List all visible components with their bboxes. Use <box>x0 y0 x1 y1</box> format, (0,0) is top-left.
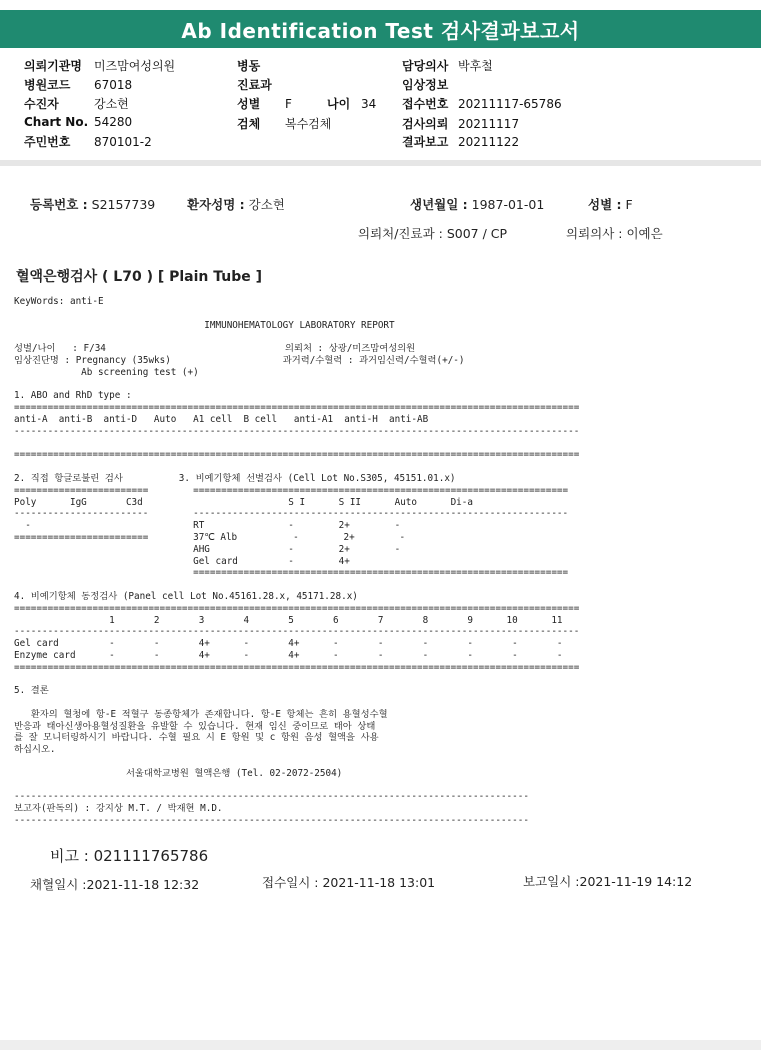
receipt-time: 접수일시 : 2021-11-18 13:01 <box>262 875 436 890</box>
note: 비고 : 021111765786 <box>50 847 209 865</box>
dept-row: 진료과 <box>237 78 272 92</box>
chart-row: Chart No. 54280 <box>24 115 133 129</box>
report-time: 보고일시 :2021-11-19 14:12 <box>523 874 693 889</box>
patient-row: 수진자 강소현 <box>24 97 129 111</box>
sex-row: 성별 F 나이 34 <box>237 97 377 111</box>
bottom-strip <box>0 1040 761 1050</box>
section-title: 혈액은행검사 ( L70 ) [ Plain Tube ] <box>16 269 263 285</box>
specimen-row: 검체 복수검체 <box>237 117 332 131</box>
lab-report-body: KeyWords: anti-E IMMUNOHEMATOLOGY LABORATORY REPORT 성별/나이 : F/34 의뢰처 : 상광/미즈맘여성의원 임상진단명 : Pregnancy (35wks) 과거력/수혈력 : 과거임신력/수혈력(+/-) Ab screening test (+) 1. ABO and RhD type : ===================================================================================================== anti-A anti-B anti-D Auto A1 cell B cell anti-A1 anti-H anti-AB ----------------------------------------------------------------------------------------------------- ===================================================================================================== 2. 직접 항글로불린 검사 3. 비예기항체 선별검사 (Cell Lot No.S305, 45151.01.x) ======================== =================================================================== Poly IgG C3d S I S II Auto Di-a ------------------------ ------------------------------------------------------------------- - RT - 2+ - ======================== 37℃ Alb - 2+ - AHG - 2+ - Gel card - 4+ =================================================================== 4. 비예기항체 동정검사 (Panel cell Lot No.45161.28.x, 45171.28.x) ===================================================================================================== 1 2 3 4 5 6 7 8 9 10 11 ----------------------------------------------------------------------------------------------------- Gel card - - 4+ - 4+ - - - - - - Enzyme card - - 4+ - 4+ - - - - - - ===================================================================================================== 5. 결론 환자의 혈청에 항-E 적혈구 동종항체가 존재합니다. 항-E 항체는 흔히 용혈성수혈 반응과 태아신생아용혈성질환을 유발할 수 있습니다. 현재 임신 중이므로 태아 상태 를 잘 모니터링하시기 바랍니다. 수혈 필요 시 E 항원 및 c 항원 음성 혈액을 사용 하십시오. 서울대학교병원 혈액은행 (Tel. 02-2072-2504) -------------------------------------------------------------------------------------------- 보고자(판독의) : 강지상 M.T. / 박재현 M.D. -------------------------------------------------------------------------------------------- <box>14 296 580 827</box>
referring-doctor: 의뢰의사 : 이예은 <box>566 226 663 241</box>
header-divider <box>0 160 761 166</box>
receipt-row: 접수번호 20211117-65786 <box>402 97 562 111</box>
report-date-row: 결과보고 20211122 <box>402 135 520 149</box>
ward-row: 병동 <box>237 59 261 73</box>
institution-row: 의뢰기관명 미즈맘여성의원 <box>24 59 176 73</box>
registration-number: 등록번호 : S2157739 <box>30 197 156 212</box>
patient-name: 환자성명 : 강소현 <box>187 197 285 212</box>
hospital-code-row: 병원코드 67018 <box>24 78 133 92</box>
referring-dept: 의뢰처/진료과 : S007 / CP <box>358 226 508 241</box>
request-row: 검사의뢰 20211117 <box>402 117 520 131</box>
date-of-birth: 생년월일 : 1987-01-01 <box>410 197 545 212</box>
clinical-row: 임상정보 <box>402 78 449 92</box>
doctor-row: 담당의사 박후철 <box>402 59 493 73</box>
resident-row: 주민번호 870101-2 <box>24 135 152 149</box>
collection-time: 채혈일시 :2021-11-18 12:32 <box>30 877 200 892</box>
report-title-bar <box>0 10 761 48</box>
report-title: Ab Identification Test 검사결과보고서 <box>181 18 580 43</box>
patient-sex: 성별 : F <box>588 197 633 212</box>
